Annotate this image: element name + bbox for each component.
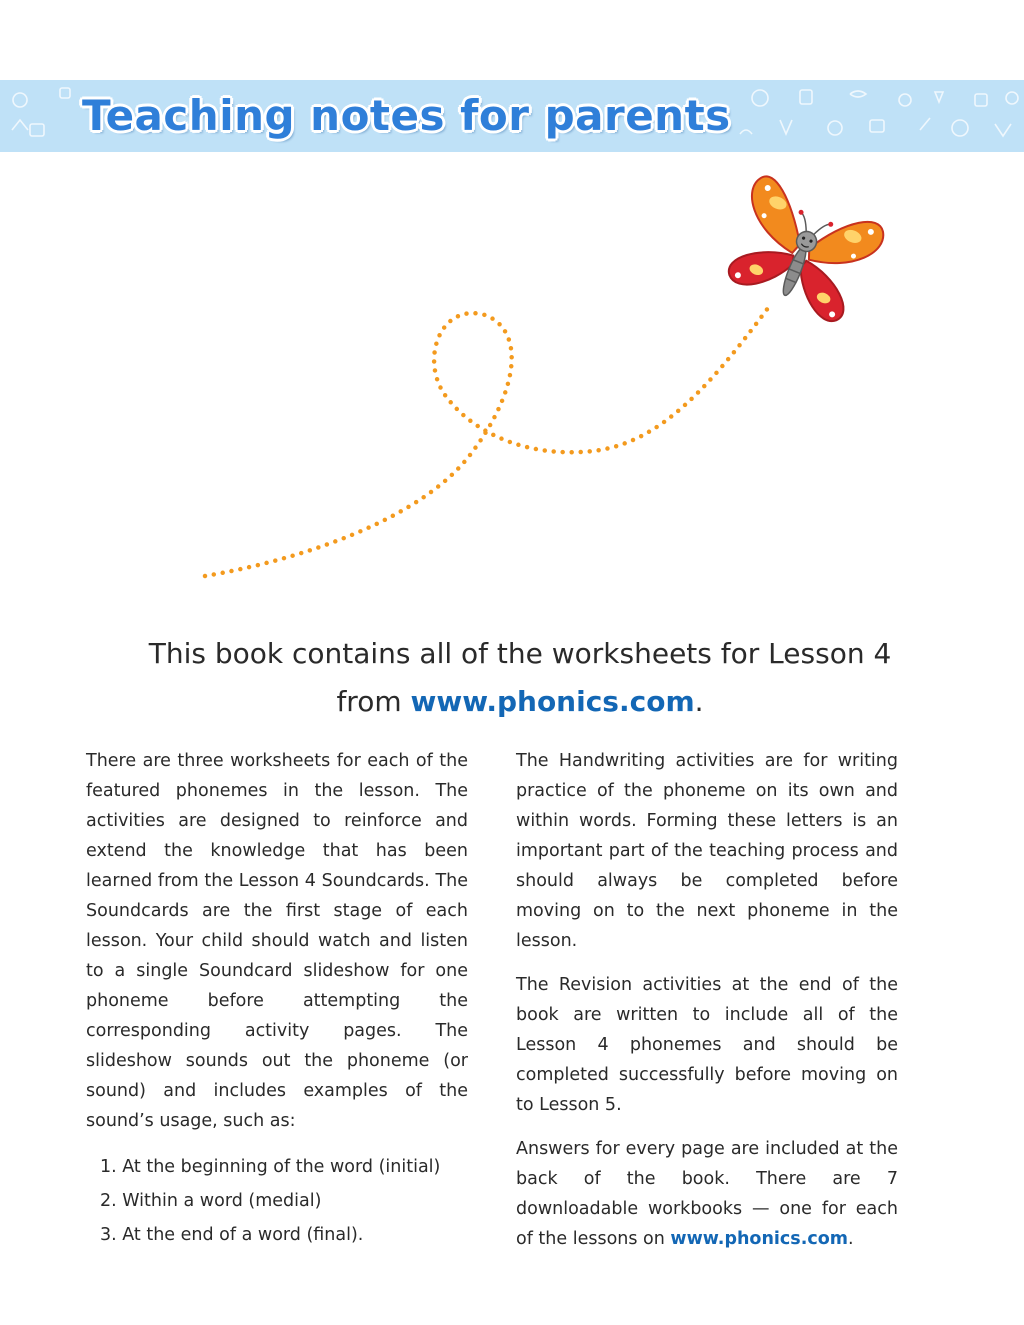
intro-statement xyxy=(100,630,940,726)
intro-from-text: from xyxy=(336,685,411,718)
butterfly-illustration xyxy=(0,170,1024,600)
list-item: 2. Within a word (medial) xyxy=(100,1191,322,1211)
right-column xyxy=(516,746,898,1268)
butterfly-icon xyxy=(718,173,889,328)
answers-text: Answers for every page are included at the back of the book. There are 7 downloadable workbooks — one for each of the lessons on xyxy=(516,1139,898,1249)
answers-paragraph xyxy=(516,1134,898,1254)
handwriting-paragraph: The Handwriting activities are for writing practice of the phoneme on its own and within words. Forming these letters is an important part of the teaching process and should always be completed before moving on to the next phoneme in the lesson. xyxy=(516,751,898,951)
left-column xyxy=(86,746,468,1252)
sound-usage-list xyxy=(86,1150,468,1252)
page-title: Teaching notes for parents xyxy=(82,91,731,140)
dotted-flight-trail xyxy=(205,308,768,576)
intro-period: . xyxy=(694,685,704,718)
intro-line-1: This book contains all of the worksheets for Lesson 4 xyxy=(148,637,892,670)
list-item: 1. At the beginning of the word (initial) xyxy=(100,1157,441,1177)
answers-period: . xyxy=(848,1229,854,1249)
phonics-website-link[interactable]: www.phonics.com xyxy=(410,685,695,718)
phonics-website-link-2[interactable]: www.phonics.com xyxy=(670,1229,848,1249)
list-item: 3. At the end of a word (final). xyxy=(100,1225,364,1245)
intro-line-2 xyxy=(100,678,940,726)
header-banner xyxy=(0,80,1024,152)
worksheets-paragraph: There are three worksheets for each of the featured phonemes in the lesson. The activities are designed to reinforce and extend the knowledge that has been learned from the Lesson 4 Soundcards. The Soundcards are the first stage of each lesson. Your child should watch and listen to a single Soundcard slideshow for one phoneme before attempting the corresponding activity pages. The slideshow sounds out the phoneme (or sound) and includes examples of the sound’s usage, such as: xyxy=(86,751,468,1131)
revision-paragraph: The Revision activities at the end of the book are written to include all of the Lesson 4 phonemes and should be completed successfully before moving on to Lesson 5. xyxy=(516,975,898,1115)
